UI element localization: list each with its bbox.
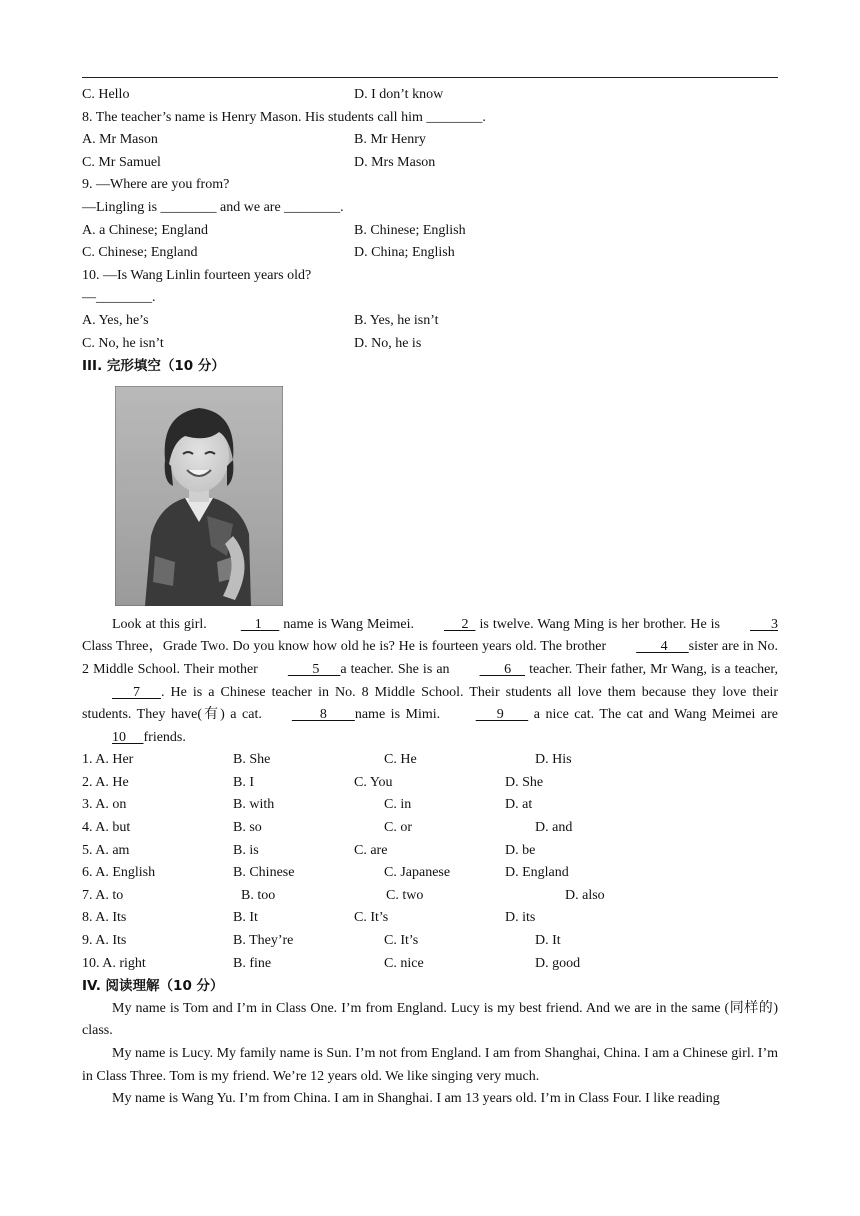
option-b: B. fine xyxy=(233,955,272,971)
cloze-option-row-10 xyxy=(82,953,778,976)
q9-options-row-1 xyxy=(82,220,778,243)
option-a: 5. A. am xyxy=(82,842,130,858)
q8-option-a: A. Mr Mason xyxy=(82,132,158,148)
q9-options-row-2 xyxy=(82,242,778,265)
reading-paragraph-1: My name is Tom and I’m in Class One. I’m from England. Lucy is my best friend. And we are in the same (同样的) class. xyxy=(82,1000,778,1039)
option-d: D. also xyxy=(565,887,605,903)
option-c: C. two xyxy=(386,887,424,903)
q10-options-row-1 xyxy=(82,310,778,333)
cloze-options xyxy=(82,749,778,975)
option-a: 10. A. right xyxy=(82,955,146,971)
option-b: B. with xyxy=(233,797,275,813)
option-d: D. England xyxy=(505,865,569,881)
option-b: B. is xyxy=(233,842,259,858)
option-c: C. nice xyxy=(384,955,424,971)
option-c: C. It’s xyxy=(384,933,419,949)
option-a: 4. A. but xyxy=(82,820,131,836)
q7-option-c: C. Hello xyxy=(82,87,130,102)
section-3-heading: III. 完形填空（10 分） xyxy=(82,358,225,375)
option-b: B. It xyxy=(233,910,258,926)
option-a: 9. A. Its xyxy=(82,933,127,949)
option-a: 2. A. He xyxy=(82,774,129,790)
cloze-option-row-5 xyxy=(82,840,778,863)
option-a: 1. A. Her xyxy=(82,752,134,768)
q8-stem: 8. The teacher’s name is Henry Mason. His students call him ________. xyxy=(82,109,486,125)
section-4-heading: IV. 阅读理解（10 分） xyxy=(82,978,224,995)
option-d: D. She xyxy=(505,774,544,790)
option-b: B. too xyxy=(241,887,276,903)
q10-stem-1: 10. —Is Wang Linlin fourteen years old? xyxy=(82,267,312,283)
option-c: C. in xyxy=(384,797,412,813)
cloze-blank-6: 6 xyxy=(479,661,526,677)
option-d: D. His xyxy=(535,752,572,768)
q9-option-b: B. Chinese; English xyxy=(354,222,466,238)
q8-options-row-1 xyxy=(82,129,778,152)
option-d: D. It xyxy=(535,933,561,949)
girl-photo xyxy=(115,386,283,606)
cloze-blank-7: 7 xyxy=(112,684,161,700)
q10-option-d: D. No, he is xyxy=(354,335,422,351)
reading-paragraph-2: My name is Lucy. My family name is Sun. I’m not from England. I am from Shanghai, China. I am a Chinese girl. I’m in Class Three. Tom is my friend. We’re 12 years old. We like singing very much. xyxy=(82,1046,778,1084)
q9-stem-1: 9. —Where are you from? xyxy=(82,177,230,193)
cloze-blank-4: 4 xyxy=(636,639,689,655)
reading-paragraph-3: My name is Wang Yu. I’m from China. I am in Shanghai. I am 13 years old. I’m in Class Four. I like reading xyxy=(112,1091,720,1107)
option-a: 8. A. Its xyxy=(82,910,127,926)
option-d: D. and xyxy=(535,820,573,836)
option-d: D. be xyxy=(505,842,536,858)
q8-option-c: C. Mr Samuel xyxy=(82,154,161,170)
cloze-blank-9: 9 xyxy=(475,707,529,723)
q10-option-b: B. Yes, he isn’t xyxy=(354,312,439,328)
option-d: D. its xyxy=(505,910,536,926)
option-a: 7. A. to xyxy=(82,887,124,903)
q9-stem-2: —Lingling is ________ and we are ________. xyxy=(82,199,344,215)
q8-option-b: B. Mr Henry xyxy=(354,132,426,148)
cloze-blank-10: 10 xyxy=(112,729,144,745)
option-c: C. It’s xyxy=(354,910,389,926)
q7-options-row-2 xyxy=(82,84,778,107)
cloze-blank-3: 3 xyxy=(750,616,779,632)
cloze-option-row-4 xyxy=(82,817,778,840)
cloze-blank-8: 8 xyxy=(291,707,355,723)
cloze-option-row-1 xyxy=(82,749,778,772)
header-rule xyxy=(82,77,778,78)
q10-stem-2: —________. xyxy=(82,290,156,306)
option-a: 6. A. English xyxy=(82,865,156,881)
q9-option-a: A. a Chinese; England xyxy=(82,222,208,238)
cloze-passage: Look at this girl. 1 name is Wang Meimei. 2 is twelve. Wang Ming is her brother. He is 3 Class Three，Grade Two. Do you know how old he is? He is fourteen years old. The brother 4 sister are in No. 2 Middle School. Their mother 5 a teacher. She is an 6 teacher. Their father, Mr Wang, is a teacher, 7 . He is a Chinese teacher in No. 8 Middle School. Their students all love them because they love their students. They have(有) a cat. 8 name is Mimi. 9 a nice cat. The cat and Wang Meimei are 10 friends. xyxy=(82,614,778,750)
cloze-blank-1: 1 xyxy=(240,616,280,632)
option-a: 3. A. on xyxy=(82,797,127,813)
option-c: C. He xyxy=(384,752,417,768)
q10-option-c: C. No, he isn’t xyxy=(82,335,164,351)
option-b: B. I xyxy=(233,774,254,790)
exam-page xyxy=(82,84,778,1111)
q10-options-row-2 xyxy=(82,333,778,356)
option-b: B. Chinese xyxy=(233,865,295,881)
cloze-blank-2: 2 xyxy=(444,616,476,632)
option-c: C. or xyxy=(384,820,412,836)
option-d: D. at xyxy=(505,797,533,813)
cloze-option-row-2 xyxy=(82,772,778,795)
cloze-option-row-6 xyxy=(82,862,778,885)
option-b: B. They’re xyxy=(233,933,294,949)
photo-area xyxy=(82,378,778,614)
option-d: D. good xyxy=(535,955,581,971)
q7-option-d: D. I don’t know xyxy=(354,87,444,102)
q9-option-d: D. China; English xyxy=(354,245,455,261)
cloze-option-row-3 xyxy=(82,794,778,817)
option-c: C. You xyxy=(354,774,393,790)
cloze-option-row-7 xyxy=(82,885,778,908)
q10-option-a: A. Yes, he’s xyxy=(82,312,149,328)
option-c: C. are xyxy=(354,842,388,858)
option-b: B. She xyxy=(233,752,271,768)
cloze-option-row-8 xyxy=(82,907,778,930)
cloze-blank-5: 5 xyxy=(287,661,341,677)
option-c: C. Japanese xyxy=(384,865,451,881)
option-b: B. so xyxy=(233,820,262,836)
q8-option-d: D. Mrs Mason xyxy=(354,154,436,170)
q8-options-row-2 xyxy=(82,152,778,175)
cloze-option-row-9 xyxy=(82,930,778,953)
q9-option-c: C. Chinese; England xyxy=(82,245,198,261)
